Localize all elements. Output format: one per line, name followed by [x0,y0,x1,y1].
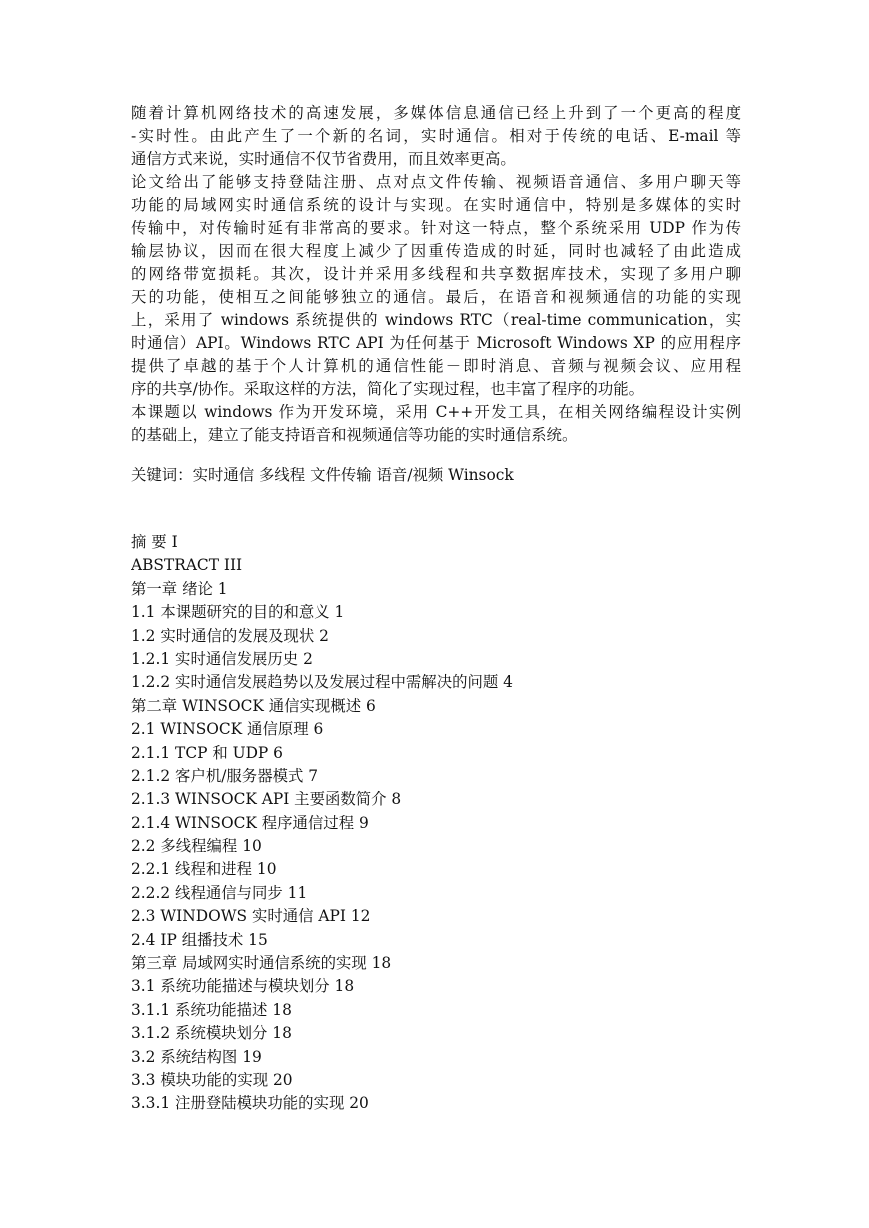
text-line: 提供了卓越的基于个人计算机的通信性能－即时消息、音频与视频会议、应用程 [131,357,741,375]
toc-entry: 1.2.1 实时通信发展历史 2 [131,649,313,668]
abstract-body [131,102,741,447]
text-line: 的网络带宽损耗。其次，设计并采用多线程和共享数据库技术，实现了多用户聊 [131,265,741,283]
abstract-paragraph-3 [131,401,741,447]
toc-entry: 2.2.2 线程通信与同步 11 [131,883,308,902]
toc-entry: 第一章 绪论 1 [131,579,228,598]
toc-entry: 1.2 实时通信的发展及现状 2 [131,626,329,645]
toc-entry: 3.3.1 注册登陆模块功能的实现 20 [131,1094,369,1113]
toc-entry: 1.1 本课题研究的目的和意义 1 [131,603,345,622]
toc-entry: 3.2 系统结构图 19 [131,1047,262,1066]
abstract-paragraph-1 [131,102,741,171]
text-line: 传输中，对传输时延有非常高的要求。针对这一特点，整个系统采用 UDP 作为传 [131,219,741,237]
toc-entry: 2.4 IP 组播技术 15 [131,930,268,949]
toc-entry: 摘 要 I [131,533,178,551]
document-page [131,102,741,1116]
keywords: 关键词：实时通信 多线程 文件传输 语音/视频 Winsock [131,466,514,484]
toc-entry: 1.2.2 实时通信发展趋势以及发展过程中需解决的问题 4 [131,673,513,692]
text-line: 时通信）API。Windows RTC API 为任何基于 Microsoft Windows XP 的应用程序 [131,334,741,352]
toc-entry: 3.3 模块功能的实现 20 [131,1070,293,1089]
toc-entry: 2.2.1 线程和进程 10 [131,860,277,879]
text-line: 随着计算机网络技术的高速发展，多媒体信息通信已经上升到了一个更高的程度 [131,104,741,122]
toc-entry: 2.1 WINSOCK 通信原理 6 [131,720,324,739]
text-line: 本课题以 windows 作为开发环境，采用 C++开发工具，在相关网络编程设计实例 [131,403,741,421]
toc-entry: 第二章 WINSOCK 通信实现概述 6 [131,696,376,715]
toc-entry: 2.1.4 WINSOCK 程序通信过程 9 [131,813,369,832]
toc-entry: 3.1.1 系统功能描述 18 [131,1000,292,1019]
text-line: 的基础上，建立了能支持语音和视频通信等功能的实时通信系统。 [131,426,578,444]
toc-entry: 2.1.3 WINSOCK API 主要函数简介 8 [131,790,402,809]
text-line: 天的功能，使相互之间能够独立的通信。最后，在语音和视频通信的功能的实现 [131,288,741,306]
toc-entry: 3.1 系统功能描述与模块划分 18 [131,977,355,996]
table-of-contents [131,531,741,1116]
text-line: 输层协议，因而在很大程度上减少了因重传造成的时延，同时也减轻了由此造成 [131,242,741,260]
abstract-paragraph-2 [131,171,741,401]
text-line: 上，采用了 windows 系统提供的 windows RTC（real-time communication，实 [131,311,741,329]
text-line: 论文给出了能够支持登陆注册、点对点文件传输、视频语音通信、多用户聊天等 [131,173,741,191]
toc-entry: 2.1.1 TCP 和 UDP 6 [131,743,283,762]
toc-entry: 2.3 WINDOWS 实时通信 API 12 [131,907,371,926]
toc-entry: 2.2 多线程编程 10 [131,837,262,856]
toc-entry: 3.1.2 系统模块划分 18 [131,1024,292,1043]
toc-entry: 2.1.2 客户机/服务器模式 7 [131,766,319,785]
text-line: 通信方式来说，实时通信不仅节省费用，而且效率更高。 [131,150,516,168]
text-line: 序的共享/协作。采取这样的方法，简化了实现过程，也丰富了程序的功能。 [131,380,645,398]
toc-entry: ABSTRACT III [131,556,243,575]
toc-entry: 第三章 局域网实时通信系统的实现 18 [131,954,392,973]
text-line: 功能的局域网实时通信系统的设计与实现。在实时通信中，特别是多媒体的实时 [131,196,741,214]
text-line: -实时性。由此产生了一个新的名词，实时通信。相对于传统的电话、E-mail 等 [131,127,741,145]
